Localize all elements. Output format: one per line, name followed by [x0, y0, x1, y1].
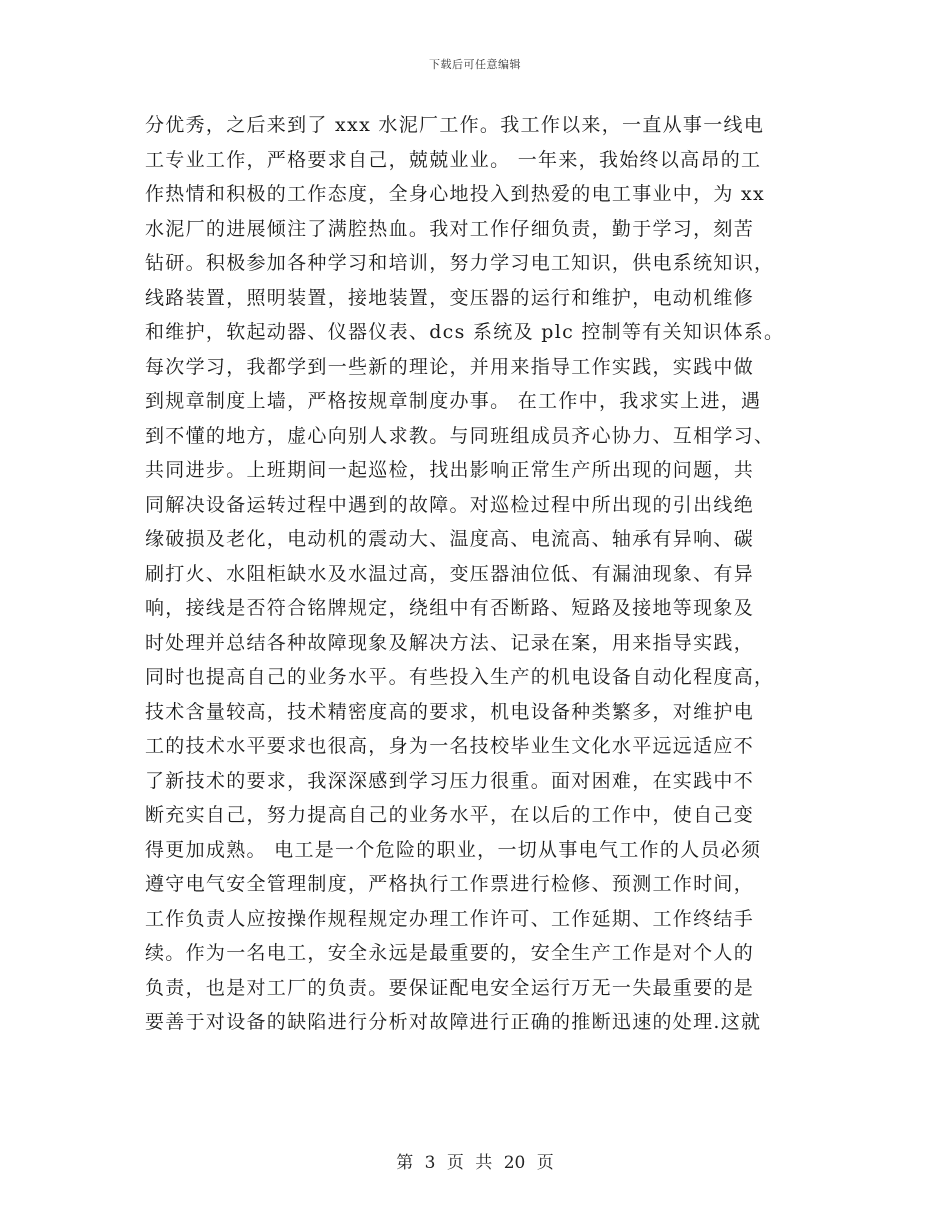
- text-line: 水泥厂的进展倾注了满腔热血。我对工作仔细负责，勤于学习，刻苦: [145, 217, 755, 240]
- text-line: 续。作为一名电工，安全永远是最重要的，安全生产工作是对个人的: [145, 942, 755, 964]
- text-line: 到规章制度上墙，严格按规章制度办事。 在工作中，我求实上进，遇: [145, 390, 762, 412]
- text-line: 断充实自己，努力提高自己的业务水平，在以后的工作中，使自己变: [145, 804, 755, 826]
- text-line: 钻研。积极参加各种学习和培训，努力学习电工知识，供电系统知识，: [145, 252, 775, 274]
- text-line: 要善于对设备的缺陷进行分析对故障进行正确的推断迅速的处理.这就: [145, 1011, 762, 1033]
- text-line: 每次学习，我都学到一些新的理论，并用来指导工作实践，实践中做: [145, 355, 755, 378]
- text-line: 时处理并总结各种故障现象及解决方法、记录在案，用来指导实践，: [145, 631, 755, 654]
- text-line: 了新技术的要求，我深深感到学习压力很重。面对困难，在实践中不: [145, 769, 755, 792]
- text-line: 同解决设备运转过程中遇到的故障。对巡检过程中所出现的引出线绝: [145, 493, 755, 516]
- text-line: 技术含量较高，技术精密度高的要求，机电设备种类繁多，对维护电: [145, 700, 755, 723]
- text-line: 缘破损及老化，电动机的震动大、温度高、电流高、轴承有异响、碳: [145, 528, 755, 550]
- text-line: 和维护，软起动器、仪器仪表、dcs 系统及 plc 控制等有关知识体系。: [145, 321, 785, 343]
- text-line: 遵守电气安全管理制度，严格执行工作票进行检修、预测工作时间，: [145, 873, 755, 895]
- text-line: 到不懂的地方，虚心向别人求教。与同班组成员齐心协力、互相学习、: [145, 424, 775, 447]
- text-line: 刷打火、水阻柜缺水及水温过高，变压器油位低、有漏油现象、有异: [145, 562, 755, 585]
- text-line: 共同进步。上班期间一起巡检，找出影响正常生产所出现的问题，共: [145, 459, 755, 481]
- text-line: 同时也提高自己的业务水平。有些投入生产的机电设备自动化程度高，: [145, 666, 775, 688]
- text-line: 分优秀，之后来到了 xxx 水泥厂工作。我工作以来，一直从事一线电: [145, 114, 765, 136]
- text-line: 工作负责人应按操作规程规定办理工作许可、工作延期、工作终结手: [145, 907, 755, 930]
- document-body: [145, 108, 810, 1040]
- text-line: 线路装置，照明装置，接地装置，变压器的运行和维护，电动机维修: [145, 286, 755, 309]
- text-line: 得更加成熟。 电工是一个危险的职业，一切从事电气工作的人员必须: [145, 838, 762, 861]
- text-line: 负责，也是对工厂的负责。要保证配电安全运行万无一失最重要的是: [145, 976, 755, 999]
- text-line: 工的技术水平要求也很高，身为一名技校毕业生文化水平远远适应不: [145, 735, 755, 757]
- text-line: 响，接线是否符合铭牌规定，绕组中有否断路、短路及接地等现象及: [145, 597, 755, 619]
- page-header: 下载后可任意编辑: [429, 58, 521, 71]
- page-number-footer: 第 3 页 共 20 页: [396, 1153, 554, 1173]
- text-line: 工专业工作，严格要求自己，兢兢业业。 一年来，我始终以高昂的工: [145, 148, 762, 171]
- text-line: 作热情和积极的工作态度，全身心地投入到热爱的电工事业中，为 xx: [145, 183, 766, 205]
